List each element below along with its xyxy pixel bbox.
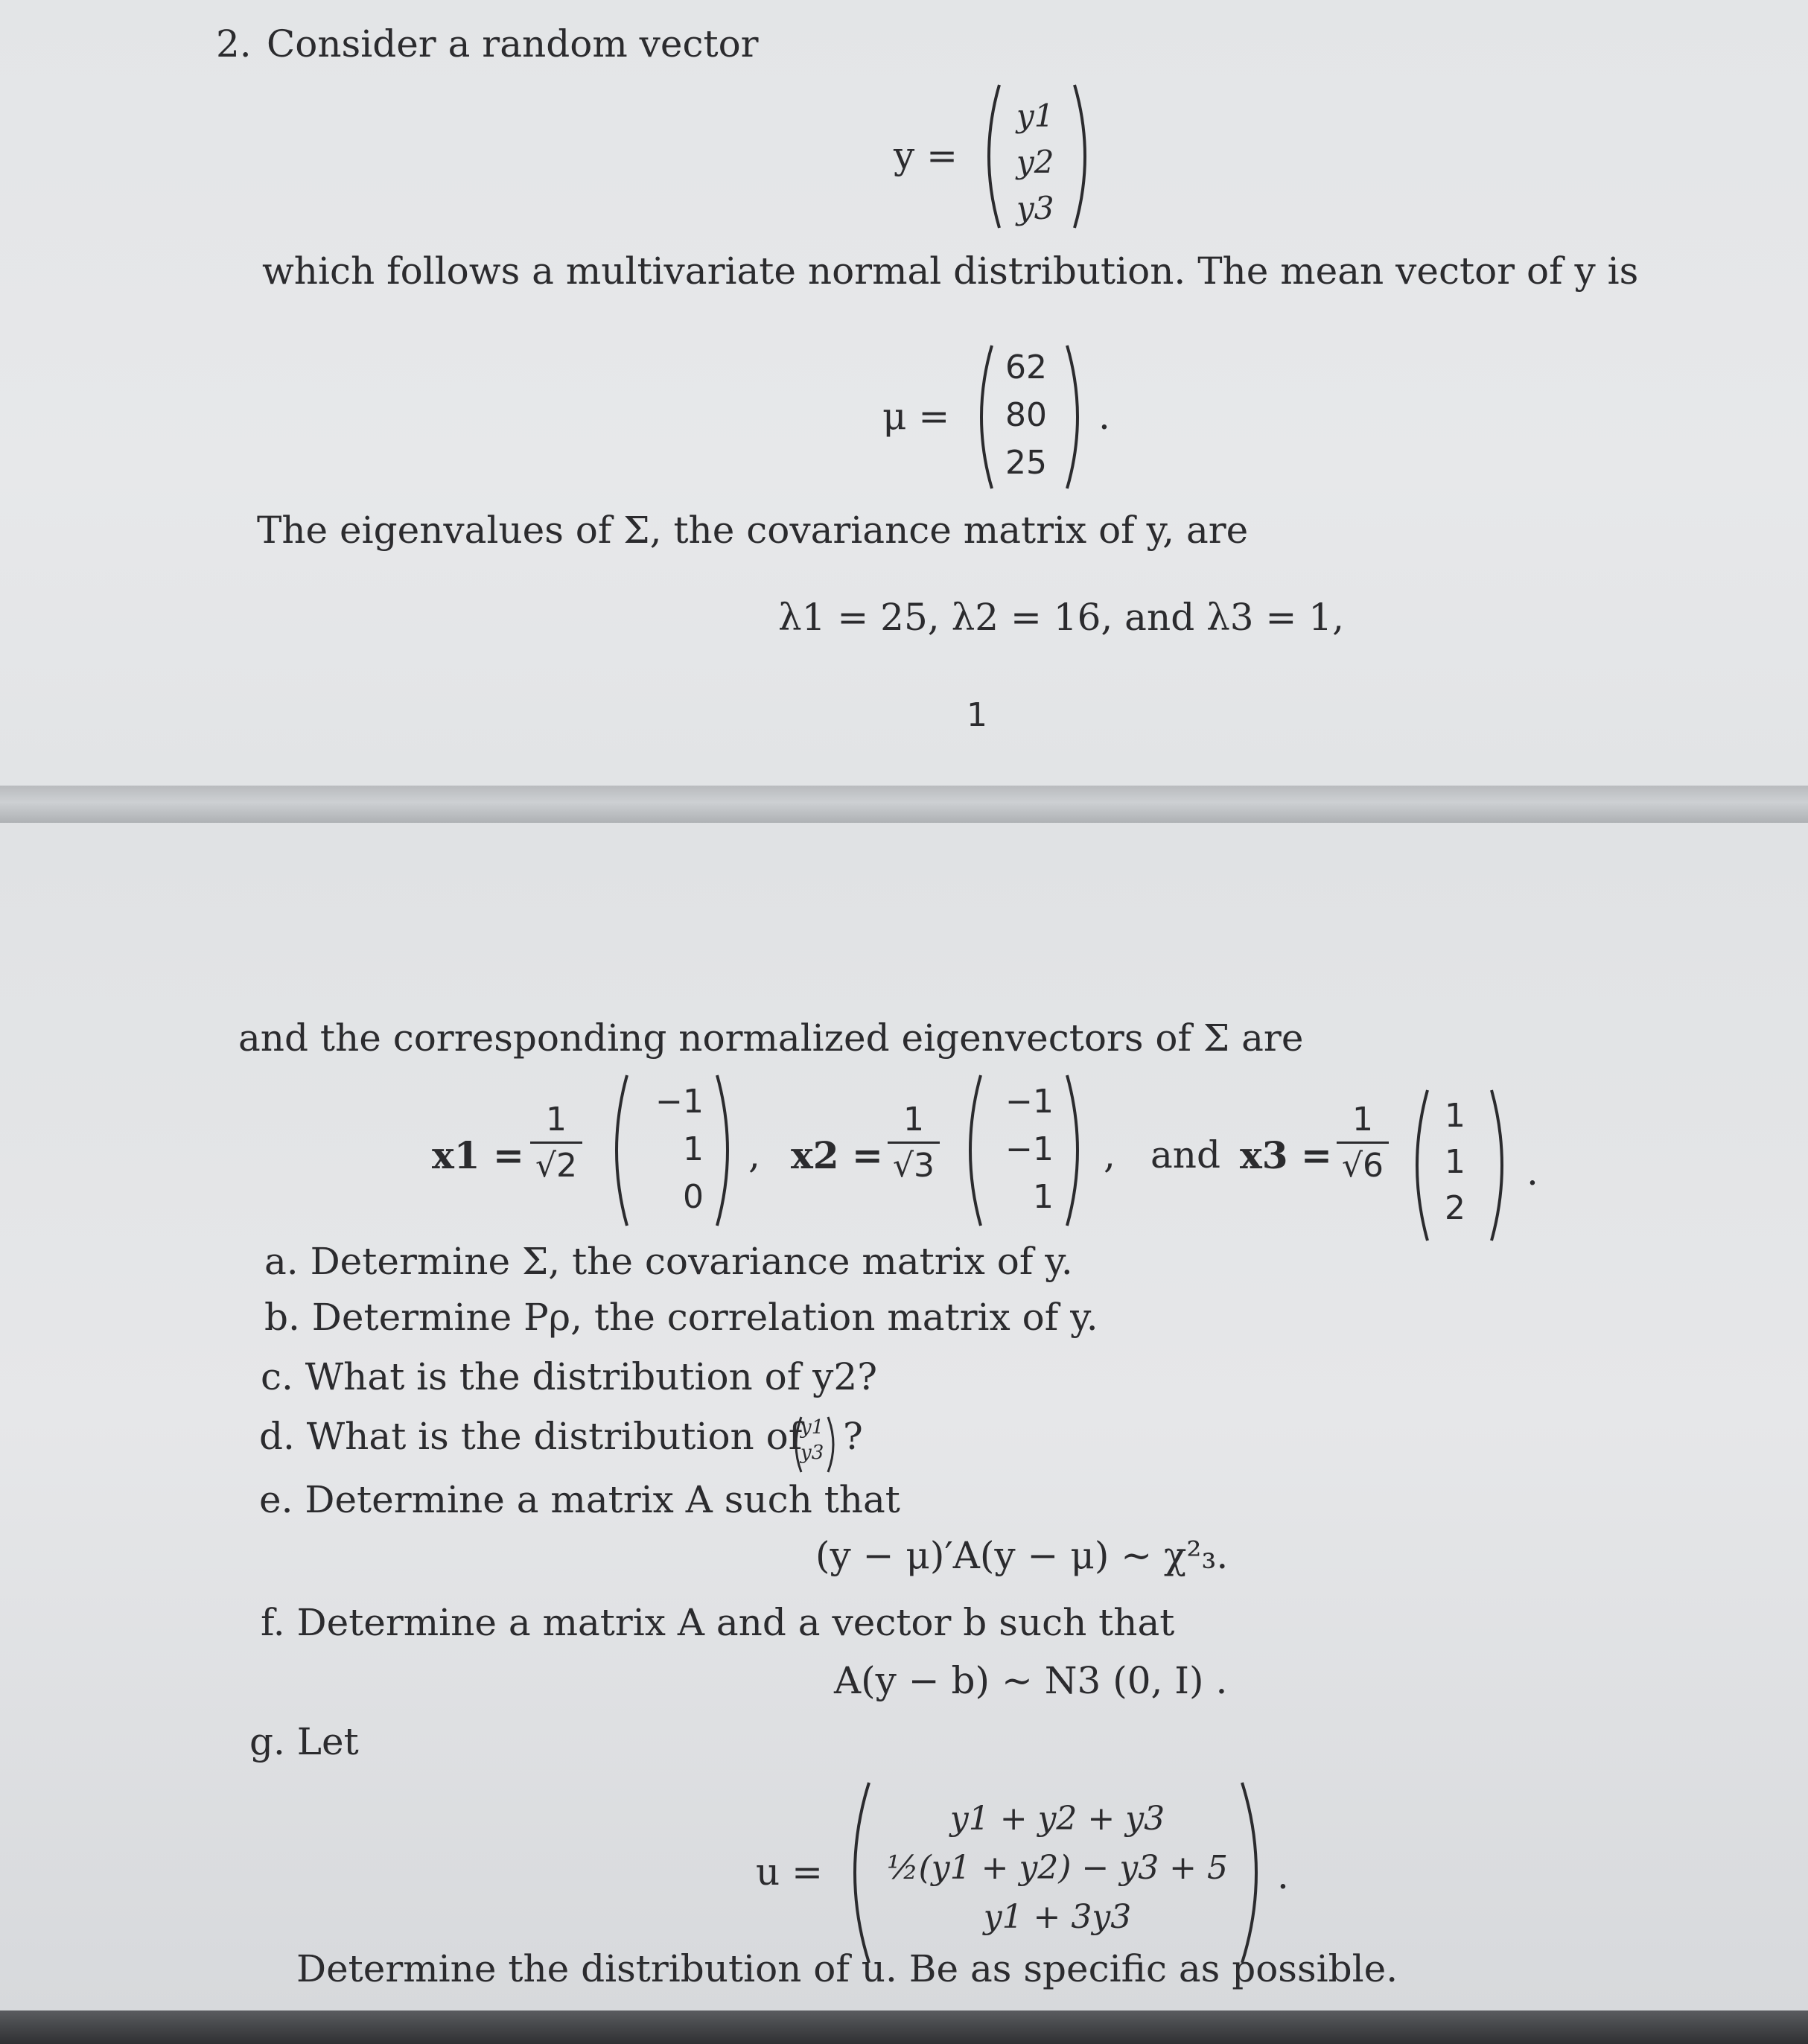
eigen-intro: The eigenvalues of Σ, the covariance matrix of y, are [257, 509, 1249, 552]
x1-fraction [530, 1101, 582, 1185]
page-number: 1 [967, 696, 987, 734]
eigenvalues-line: λ1 = 25, λ2 = 16, and λ3 = 1, [778, 596, 1344, 639]
x3-fraction [1337, 1101, 1389, 1185]
x1-entry: 1 [683, 1130, 704, 1168]
x1-entry: −1 [655, 1083, 704, 1121]
y-lhs: y = [894, 134, 958, 177]
fraction-bar [1337, 1142, 1389, 1144]
d-entry: y1 [800, 1416, 824, 1439]
y-entry: y2 [1016, 144, 1054, 180]
part-e: e. Determine a matrix A such that [259, 1478, 900, 1521]
part-e-formula: (y − μ)′A(y − μ) ~ χ²₃. [815, 1534, 1229, 1577]
x3-entry: 1 [1445, 1097, 1465, 1135]
x3-lhs: x3 = [1240, 1133, 1332, 1177]
part-f-formula: A(y − b) ~ N3 (0, I) . [834, 1659, 1228, 1702]
part-d-vector [800, 1415, 824, 1465]
x1-numerator: 1 [546, 1101, 567, 1139]
left-paren-icon [603, 1072, 633, 1229]
u-tail: . [1277, 1854, 1289, 1897]
x2-tail: , [1104, 1133, 1115, 1177]
right-paren-icon [1061, 1072, 1091, 1229]
x3-denominator: √6 [1341, 1147, 1384, 1185]
page-upper [0, 0, 1808, 786]
d-entry: y3 [800, 1442, 824, 1464]
u-entry: y1 + y2 + y3 [949, 1800, 1165, 1838]
part-c: c. What is the distribution of y2? [261, 1355, 878, 1398]
x2-entries [994, 1078, 1054, 1221]
x3-entry: 2 [1445, 1189, 1465, 1227]
x2-lhs: x2 = [791, 1133, 883, 1177]
mu-vector-entries [1005, 344, 1047, 487]
part-a: a. Determine Σ, the covariance matrix of y. [264, 1240, 1073, 1283]
u-entry: y1 + 3y3 [983, 1898, 1132, 1936]
left-paren-icon [968, 343, 998, 491]
x1-denominator: √2 [535, 1147, 578, 1185]
part-d-suffix: ? [843, 1415, 863, 1458]
u-lhs: u = [756, 1850, 823, 1894]
fraction-bar [888, 1142, 940, 1144]
right-paren-icon [1061, 343, 1091, 491]
x3-tail: . [1527, 1150, 1538, 1194]
left-paren-icon [975, 82, 1005, 231]
problem-number: 2. [216, 22, 252, 66]
u-entry: ½(y1 + y2) − y3 + 5 [886, 1849, 1229, 1887]
right-paren-icon [1069, 82, 1098, 231]
screen-edge [0, 2010, 1808, 2044]
x2-entry: −1 [1005, 1130, 1054, 1168]
x1-entries [648, 1078, 704, 1221]
part-b: b. Determine Pρ, the correlation matrix of y. [264, 1296, 1098, 1339]
x2-denominator: √3 [892, 1147, 935, 1185]
left-paren-icon [1404, 1087, 1433, 1244]
y-vector-entries [1016, 93, 1054, 232]
x1-lhs: x1 = [432, 1133, 524, 1177]
x3-numerator: 1 [1352, 1101, 1373, 1139]
mu-entry: 80 [1005, 396, 1047, 434]
mu-entry: 62 [1005, 348, 1047, 386]
part-g: g. Let [249, 1720, 359, 1763]
fraction-bar [530, 1142, 582, 1144]
page-gap [0, 786, 1808, 823]
mu-lhs: μ = [882, 395, 950, 438]
right-paren-icon [711, 1072, 741, 1229]
x3-entry: 1 [1445, 1143, 1465, 1181]
x2-numerator: 1 [903, 1101, 924, 1139]
mu-entry: 25 [1005, 444, 1047, 482]
part-d-prefix: d. What is the distribution of [259, 1415, 803, 1458]
u-vector-entries [879, 1795, 1236, 1942]
left-paren-icon [957, 1072, 987, 1229]
and-word: and [1150, 1133, 1221, 1177]
mu-tail: . [1098, 395, 1110, 438]
x1-tail: , [748, 1133, 760, 1177]
closing-text: Determine the distribution of u. Be as specific as possible. [296, 1947, 1398, 1990]
x3-entries [1445, 1093, 1465, 1232]
part-f: f. Determine a matrix A and a vector b such that [261, 1601, 1175, 1644]
follows-text: which follows a multivariate normal distribution. The mean vector of y is [262, 249, 1639, 293]
y-entry: y1 [1016, 98, 1054, 134]
x2-entry: 1 [1033, 1178, 1054, 1216]
eigvec-intro: and the corresponding normalized eigenvectors of Σ are [238, 1016, 1304, 1060]
intro-text: Consider a random vector [267, 22, 759, 66]
x2-fraction [888, 1101, 940, 1185]
x1-entry: 0 [683, 1178, 704, 1216]
right-paren-icon [825, 1415, 840, 1474]
left-paren-icon [838, 1780, 875, 1966]
x2-entry: −1 [1005, 1083, 1054, 1121]
y-entry: y3 [1016, 190, 1054, 226]
right-paren-icon [1486, 1087, 1515, 1244]
right-paren-icon [1236, 1780, 1273, 1966]
